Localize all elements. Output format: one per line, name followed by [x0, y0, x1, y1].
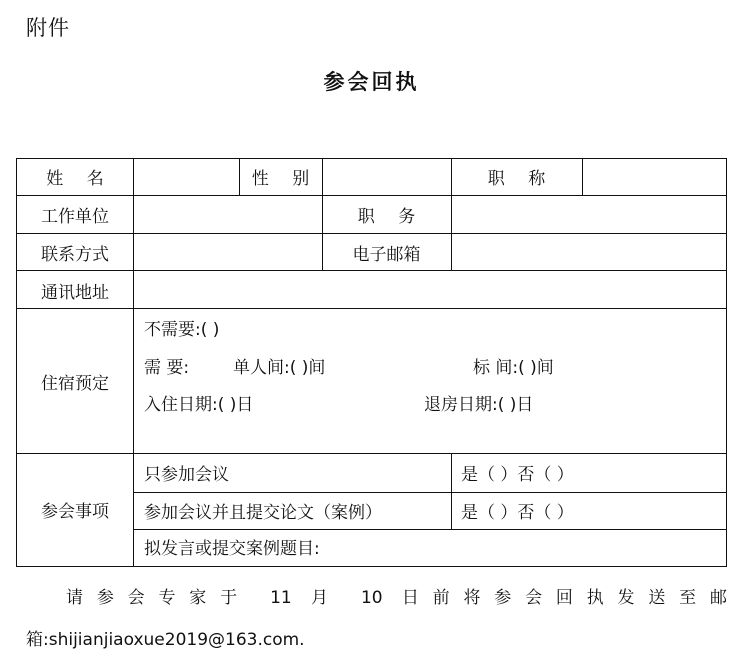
lodging-label: 住宿预定	[41, 374, 109, 394]
row-divider	[17, 453, 726, 454]
page-title: 参会回执	[323, 70, 420, 94]
col-divider	[451, 453, 452, 529]
only-attend-yes-no[interactable]: 是（ ）否（ ）	[461, 465, 574, 485]
attachment-label: 附件	[26, 16, 70, 40]
title-label: 职 称	[487, 169, 546, 189]
checkin-date[interactable]: 入住日期:( )日	[144, 395, 254, 415]
contact-input[interactable]	[135, 234, 321, 270]
address-label: 通讯地址	[41, 283, 109, 303]
standard-room-option[interactable]: 标 间:( )间	[473, 358, 554, 378]
position-label: 职 务	[357, 207, 416, 227]
email-label: 电子邮箱	[352, 245, 421, 265]
name-input[interactable]	[135, 159, 237, 195]
attend-submit-yes-no[interactable]: 是（ ）否（ ）	[461, 503, 574, 523]
checkout-date[interactable]: 退房日期:( )日	[424, 395, 534, 415]
gender-label: 性 别	[251, 169, 310, 189]
position-input[interactable]	[453, 196, 726, 233]
registration-form-table	[16, 158, 727, 567]
work-unit-input[interactable]	[135, 196, 321, 233]
col-divider	[133, 159, 134, 567]
single-room-option[interactable]: 单人间:( )间	[233, 358, 326, 378]
row-divider	[133, 492, 726, 493]
speech-topic-input[interactable]	[327, 530, 726, 566]
address-input[interactable]	[135, 271, 726, 308]
lodging-needed-label: 需 要:	[144, 358, 190, 378]
name-label: 姓 名	[46, 169, 104, 189]
attendance-label: 参会事项	[41, 502, 109, 522]
email-input[interactable]	[453, 234, 726, 270]
footer-instruction-line1: 请参会专家于 11 月 10 日前将参会回执发送至邮	[66, 588, 727, 608]
only-attend-option: 只参加会议	[144, 465, 229, 485]
speech-topic-label: 拟发言或提交案例题目:	[144, 539, 320, 559]
footer-instruction-line2: 箱:shijianjiaoxue2019@163.com.	[26, 630, 305, 650]
row-divider	[17, 308, 726, 309]
attend-submit-option: 参加会议并且提交论文（案例）	[144, 503, 382, 523]
work-unit-label: 工作单位	[41, 207, 109, 227]
lodging-not-needed[interactable]: 不需要:( )	[144, 320, 220, 340]
contact-label: 联系方式	[41, 245, 109, 265]
title-input[interactable]	[584, 159, 726, 195]
col-divider	[582, 159, 583, 195]
gender-input[interactable]	[324, 159, 450, 195]
